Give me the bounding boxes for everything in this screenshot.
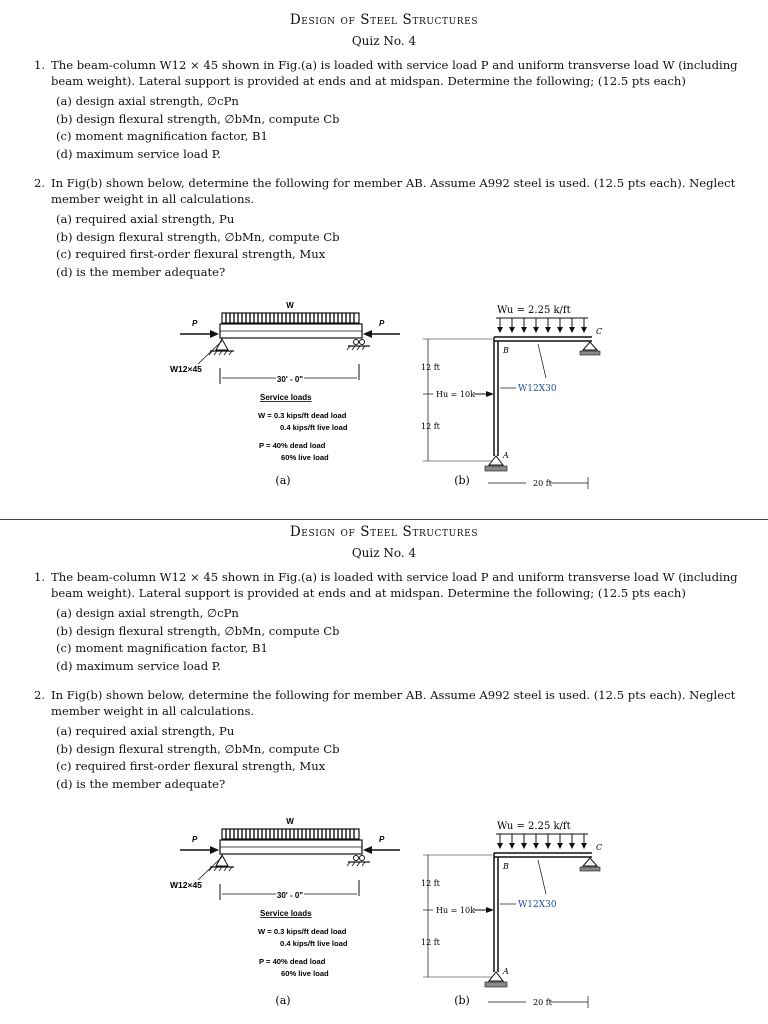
label-p-left: P (192, 319, 198, 328)
span-label: 30' - 0" (276, 891, 304, 900)
page-title: Design of Steel Structures (289, 12, 479, 28)
figure-b (421, 305, 602, 489)
service-loads-heading: Service loads (260, 909, 312, 918)
question-item: (c) required first-order flexural strength, Mux (56, 759, 326, 773)
service-loads-heading: Service loads (260, 393, 312, 402)
question-number: 1. (34, 58, 46, 72)
question-item: (a) required axial strength, Pu (56, 212, 235, 226)
figure-b-caption: (b) (454, 994, 470, 1007)
node-b: B (503, 346, 509, 355)
figure-b (421, 821, 602, 1008)
node-c: C (596, 327, 603, 336)
question-items (56, 605, 758, 675)
section-label: W12×45 (170, 880, 202, 890)
question-item: (a) required axial strength, Pu (56, 724, 235, 738)
node-c: C (596, 843, 603, 852)
question-items (56, 211, 758, 281)
question-1 (34, 58, 758, 163)
figures (0, 296, 768, 506)
question-item: (b) design flexural strength, ∅bMn, compute Cb (56, 741, 340, 756)
question-item: (c) required first-order flexural strength, Mux (56, 247, 326, 261)
section-label: W12X30 (518, 384, 557, 394)
figure-a (170, 301, 400, 487)
span-label: 30' - 0" (276, 375, 304, 384)
figure-a-caption: (a) (275, 474, 291, 487)
question-item: (b) design flexural strength, ∅bMn, compute Cb (56, 111, 340, 126)
height-lower: 12 ft (421, 938, 440, 947)
section-label: W12X30 (518, 900, 557, 910)
service-w-dead: W = 0.3 kips/ft dead load (258, 411, 347, 420)
figures (0, 812, 768, 1022)
figure-svg (0, 812, 768, 1022)
question-text: The beam-column W12 × 45 shown in Fig.(a) is loaded with service load P and uniform transverse load W (including beam weight). Lateral support is provided at ends and at midspan. Determine the following; (12.5 pts each) (51, 58, 738, 88)
height-upper: 12 ft (421, 879, 440, 888)
label-p-right: P (379, 835, 385, 844)
question-item: (d) is the member adequate? (56, 776, 226, 791)
question-item: (d) maximum service load P. (56, 146, 221, 161)
service-w-live: 0.4 kips/ft live load (280, 423, 348, 432)
question-text: In Fig(b) shown below, determine the following for member AB. Assume A992 steel is used. (12.5 pts each). Neglect member weight in all calculations. (51, 176, 736, 206)
pin-support-c (583, 342, 597, 350)
question-item: (c) moment magnification factor, B1 (56, 641, 268, 655)
roller-support-right (360, 340, 365, 345)
question-1 (34, 570, 758, 675)
question-number: 2. (34, 176, 46, 190)
horizontal-load-label: Hu = 10k (436, 906, 475, 915)
service-p-live: 60% live load (281, 969, 329, 978)
span-label: 20 ft (533, 479, 552, 488)
label-w: W (286, 817, 294, 826)
question-item: (b) design flexural strength, ∅bMn, compute Cb (56, 229, 340, 244)
label-w: W (286, 301, 294, 310)
page-subtitle: Quiz No. 4 (351, 546, 417, 560)
service-p-live: 60% live load (281, 453, 329, 462)
service-p-dead: P = 40% dead load (259, 957, 326, 966)
question-text: The beam-column W12 × 45 shown in Fig.(a) is loaded with service load P and uniform transverse load W (including beam weight). Lateral support is provided at ends and at midspan. Determine the following; (12.5 pts each) (51, 570, 738, 600)
figure-svg (0, 296, 768, 506)
node-a: A (503, 967, 509, 976)
label-p-left: P (192, 835, 198, 844)
span-label: 20 ft (533, 998, 552, 1007)
question-item: (a) design axial strength, ∅cPn (56, 94, 239, 108)
question-2 (34, 688, 758, 793)
label-wu: Wu = 2.25 k/ft (497, 305, 571, 316)
height-upper: 12 ft (421, 363, 440, 372)
height-lower: 12 ft (421, 422, 440, 431)
question-item: (a) design axial strength, ∅cPn (56, 606, 239, 620)
question-item: (d) maximum service load P. (56, 658, 221, 673)
figure-a-caption: (a) (275, 994, 291, 1007)
question-item: (b) design flexural strength, ∅bMn, compute Cb (56, 623, 340, 638)
label-p-right: P (379, 319, 385, 328)
pin-support-c (583, 858, 597, 866)
question-item: (c) moment magnification factor, B1 (56, 129, 268, 143)
question-items (56, 93, 758, 163)
question-number: 1. (34, 570, 46, 584)
node-a: A (503, 451, 509, 460)
pin-support-a (489, 456, 503, 465)
service-w-dead: W = 0.3 kips/ft dead load (258, 927, 347, 936)
figure-a (170, 817, 400, 1007)
quiz-copy-bottom (0, 512, 768, 1024)
question-2 (34, 176, 758, 281)
pin-support-a (489, 972, 503, 981)
question-items (56, 723, 758, 793)
label-wu: Wu = 2.25 k/ft (497, 821, 571, 832)
service-p-dead: P = 40% dead load (259, 441, 326, 450)
page-title: Design of Steel Structures (289, 524, 479, 540)
question-text: In Fig(b) shown below, determine the following for member AB. Assume A992 steel is used. (12.5 pts each). Neglect member weight in all calculations. (51, 688, 736, 718)
figure-b-caption: (b) (454, 474, 470, 487)
question-item: (d) is the member adequate? (56, 264, 226, 279)
horizontal-load-label: Hu = 10k (436, 390, 475, 399)
node-b: B (503, 862, 509, 871)
page-subtitle: Quiz No. 4 (351, 34, 417, 48)
service-w-live: 0.4 kips/ft live load (280, 939, 348, 948)
roller-support-right (360, 856, 365, 861)
section-label: W12×45 (170, 364, 202, 374)
question-number: 2. (34, 688, 46, 702)
